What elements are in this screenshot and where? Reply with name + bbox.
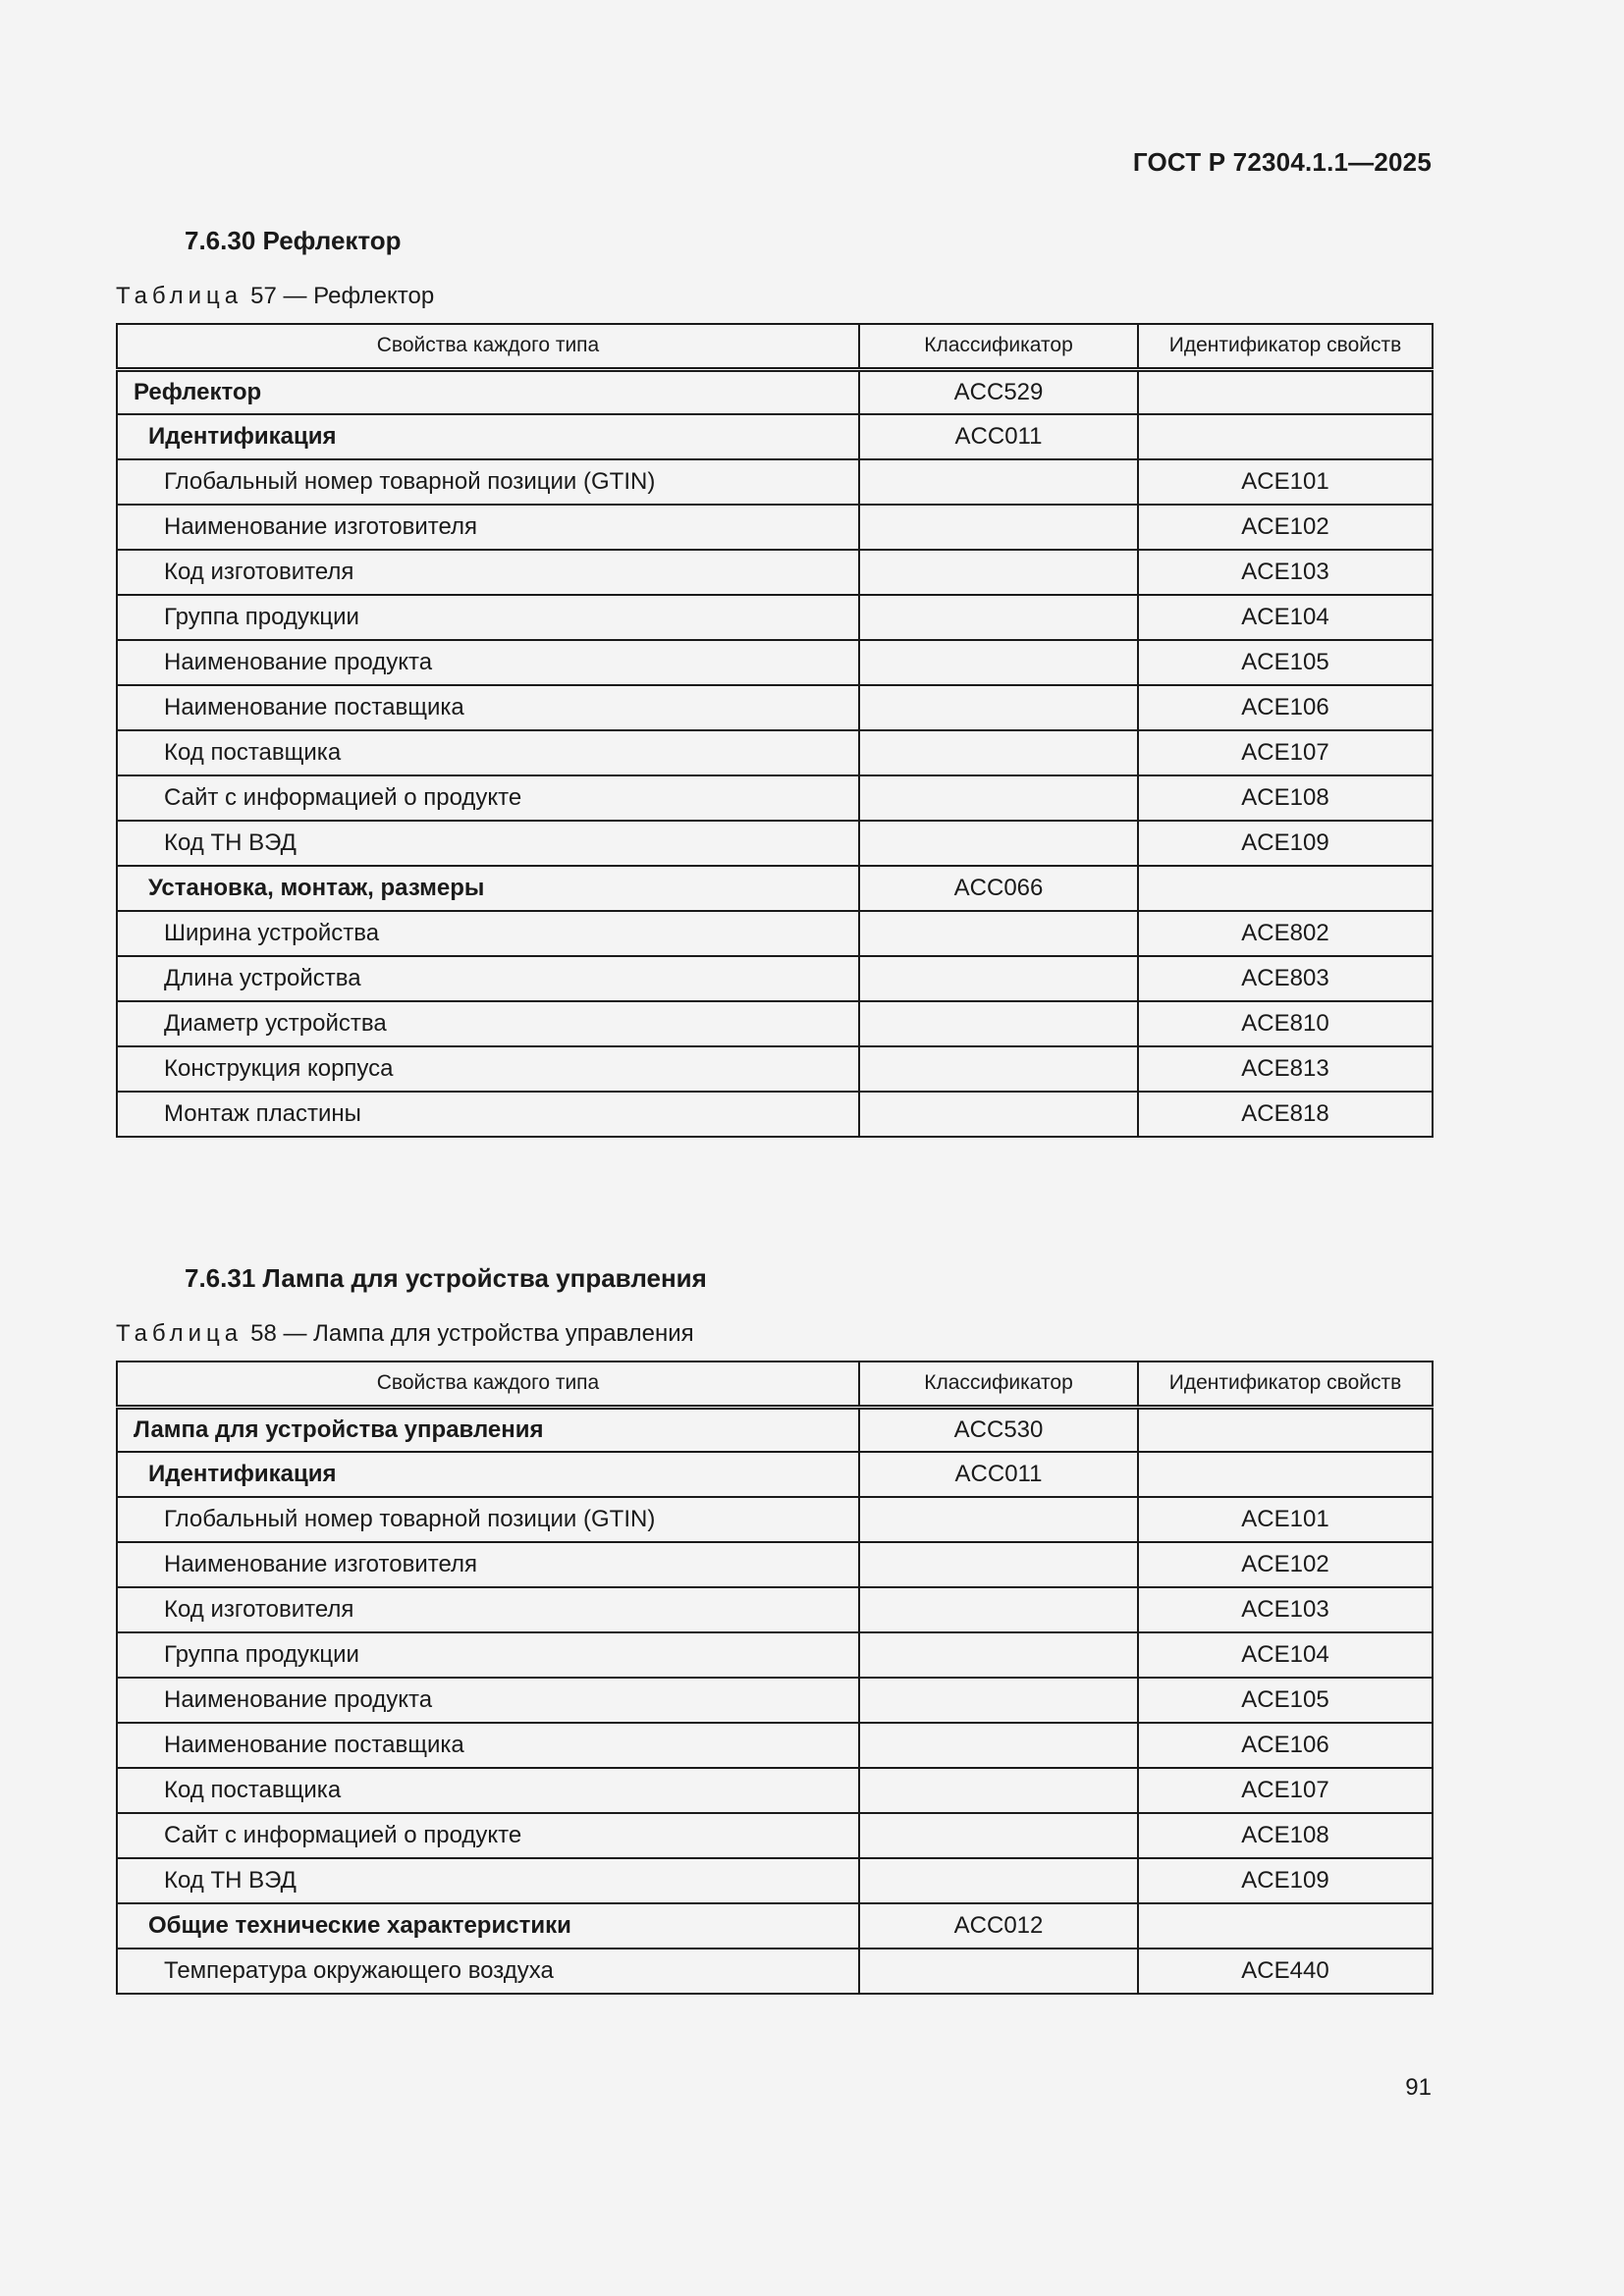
table-row <box>117 821 1433 866</box>
classifier-cell <box>859 550 1138 595</box>
classifier-cell <box>859 1632 1138 1678</box>
property-id-cell: ACE105 <box>1138 640 1433 685</box>
classifier-cell: ACC529 <box>859 369 1138 414</box>
classifier-cell <box>859 640 1138 685</box>
property-name-cell: Монтаж пластины <box>117 1092 859 1137</box>
property-name-cell: Глобальный номер товарной позиции (GTIN) <box>117 1497 859 1542</box>
classifier-cell <box>859 1768 1138 1813</box>
table-row <box>117 866 1433 911</box>
property-id-cell: ACE108 <box>1138 1813 1433 1858</box>
caption-label: Таблица <box>116 1320 244 1347</box>
column-header-classifier: Классификатор <box>859 1362 1138 1407</box>
classifier-cell <box>859 1949 1138 1994</box>
property-name-cell: Код изготовителя <box>117 1587 859 1632</box>
property-name-cell: Сайт с информацией о продукте <box>117 775 859 821</box>
property-name-cell: Код поставщика <box>117 1768 859 1813</box>
properties-table <box>116 1361 1434 1995</box>
property-id-cell <box>1138 1903 1433 1949</box>
classifier-cell <box>859 1046 1138 1092</box>
classifier-cell <box>859 459 1138 505</box>
table-header-row <box>117 1362 1433 1407</box>
column-header-property-id: Идентификатор свойств <box>1138 324 1433 369</box>
column-header-classifier: Классификатор <box>859 324 1138 369</box>
table-row <box>117 1858 1433 1903</box>
property-id-cell: ACE103 <box>1138 1587 1433 1632</box>
classifier-cell <box>859 821 1138 866</box>
table-row <box>117 459 1433 505</box>
property-id-cell: ACE106 <box>1138 685 1433 730</box>
table-row <box>117 369 1433 414</box>
property-id-cell: ACE101 <box>1138 459 1433 505</box>
property-name-cell: Наименование продукта <box>117 1678 859 1723</box>
property-id-cell: ACE108 <box>1138 775 1433 821</box>
property-id-cell: ACE107 <box>1138 730 1433 775</box>
classifier-cell <box>859 1497 1138 1542</box>
property-name-cell: Наименование поставщика <box>117 1723 859 1768</box>
property-id-cell: ACE103 <box>1138 550 1433 595</box>
property-name-cell: Лампа для устройства управления <box>117 1407 859 1452</box>
table-row <box>117 911 1433 956</box>
table-row <box>117 414 1433 459</box>
caption-label: Таблица <box>116 283 244 309</box>
classifier-cell <box>859 1813 1138 1858</box>
property-id-cell: ACE818 <box>1138 1092 1433 1137</box>
classifier-cell <box>859 1542 1138 1587</box>
property-name-cell: Код поставщика <box>117 730 859 775</box>
property-id-cell <box>1138 1407 1433 1452</box>
property-id-cell: ACE101 <box>1138 1497 1433 1542</box>
classifier-cell <box>859 1678 1138 1723</box>
table-row <box>117 1542 1433 1587</box>
property-name-cell: Конструкция корпуса <box>117 1046 859 1092</box>
property-id-cell <box>1138 414 1433 459</box>
table-header-row <box>117 324 1433 369</box>
table-row <box>117 1587 1433 1632</box>
property-name-cell: Длина устройства <box>117 956 859 1001</box>
property-id-cell: ACE109 <box>1138 1858 1433 1903</box>
property-name-cell: Идентификация <box>117 414 859 459</box>
classifier-cell <box>859 595 1138 640</box>
classifier-cell <box>859 730 1138 775</box>
property-name-cell: Наименование изготовителя <box>117 505 859 550</box>
property-id-cell: ACE106 <box>1138 1723 1433 1768</box>
property-name-cell: Диаметр устройства <box>117 1001 859 1046</box>
property-name-cell: Общие технические характеристики <box>117 1903 859 1949</box>
classifier-cell <box>859 685 1138 730</box>
table-row <box>117 775 1433 821</box>
property-id-cell: ACE102 <box>1138 505 1433 550</box>
classifier-cell: ACC066 <box>859 866 1138 911</box>
table-row <box>117 956 1433 1001</box>
classifier-cell: ACC011 <box>859 414 1138 459</box>
classifier-cell <box>859 1723 1138 1768</box>
property-id-cell: ACE104 <box>1138 1632 1433 1678</box>
table-row <box>117 1407 1433 1452</box>
table-row <box>117 1768 1433 1813</box>
property-name-cell: Идентификация <box>117 1452 859 1497</box>
table-caption <box>116 1320 694 1348</box>
property-id-cell: ACE109 <box>1138 821 1433 866</box>
classifier-cell <box>859 1001 1138 1046</box>
table-row <box>117 1813 1433 1858</box>
table-row <box>117 1678 1433 1723</box>
table-caption <box>116 283 434 310</box>
table-row <box>117 1903 1433 1949</box>
property-name-cell: Группа продукции <box>117 595 859 640</box>
table-row <box>117 505 1433 550</box>
property-name-cell: Код ТН ВЭД <box>117 821 859 866</box>
classifier-cell <box>859 956 1138 1001</box>
table-row <box>117 1632 1433 1678</box>
property-name-cell: Наименование изготовителя <box>117 1542 859 1587</box>
classifier-cell <box>859 1858 1138 1903</box>
property-name-cell: Наименование продукта <box>117 640 859 685</box>
property-name-cell: Рефлектор <box>117 369 859 414</box>
classifier-cell: ACC011 <box>859 1452 1138 1497</box>
property-id-cell: ACE803 <box>1138 956 1433 1001</box>
property-id-cell: ACE440 <box>1138 1949 1433 1994</box>
property-name-cell: Ширина устройства <box>117 911 859 956</box>
property-id-cell: ACE105 <box>1138 1678 1433 1723</box>
table-row <box>117 1001 1433 1046</box>
property-id-cell <box>1138 866 1433 911</box>
section-title: 7.6.30 Рефлектор <box>185 226 402 255</box>
table-row <box>117 730 1433 775</box>
property-name-cell: Сайт с информацией о продукте <box>117 1813 859 1858</box>
caption-text: 57 — Рефлектор <box>250 283 435 309</box>
caption-text: 58 — Лампа для устройства управления <box>250 1320 694 1347</box>
property-id-cell: ACE802 <box>1138 911 1433 956</box>
property-id-cell <box>1138 369 1433 414</box>
classifier-cell <box>859 1587 1138 1632</box>
table-row <box>117 595 1433 640</box>
property-id-cell: ACE813 <box>1138 1046 1433 1092</box>
property-name-cell: Группа продукции <box>117 1632 859 1678</box>
column-header-properties: Свойства каждого типа <box>117 324 859 369</box>
table-row <box>117 1046 1433 1092</box>
table-row <box>117 550 1433 595</box>
document-code: ГОСТ Р 72304.1.1—2025 <box>1132 147 1432 177</box>
column-header-property-id: Идентификатор свойств <box>1138 1362 1433 1407</box>
property-name-cell: Температура окружающего воздуха <box>117 1949 859 1994</box>
property-id-cell: ACE104 <box>1138 595 1433 640</box>
classifier-cell: ACC530 <box>859 1407 1138 1452</box>
table-row <box>117 1452 1433 1497</box>
classifier-cell <box>859 505 1138 550</box>
page-number: 91 <box>1405 2074 1432 2101</box>
property-id-cell: ACE107 <box>1138 1768 1433 1813</box>
property-name-cell: Наименование поставщика <box>117 685 859 730</box>
table-row <box>117 640 1433 685</box>
classifier-cell <box>859 775 1138 821</box>
table-row <box>117 685 1433 730</box>
property-id-cell: ACE810 <box>1138 1001 1433 1046</box>
property-name-cell: Глобальный номер товарной позиции (GTIN) <box>117 459 859 505</box>
property-name-cell: Код изготовителя <box>117 550 859 595</box>
property-name-cell: Код ТН ВЭД <box>117 1858 859 1903</box>
table-row <box>117 1723 1433 1768</box>
property-name-cell: Установка, монтаж, размеры <box>117 866 859 911</box>
property-id-cell: ACE102 <box>1138 1542 1433 1587</box>
section-title: 7.6.31 Лампа для устройства управления <box>185 1263 707 1293</box>
properties-table <box>116 323 1434 1138</box>
table-row <box>117 1497 1433 1542</box>
classifier-cell <box>859 911 1138 956</box>
column-header-properties: Свойства каждого типа <box>117 1362 859 1407</box>
table-row <box>117 1949 1433 1994</box>
classifier-cell: ACC012 <box>859 1903 1138 1949</box>
property-id-cell <box>1138 1452 1433 1497</box>
classifier-cell <box>859 1092 1138 1137</box>
table-row <box>117 1092 1433 1137</box>
